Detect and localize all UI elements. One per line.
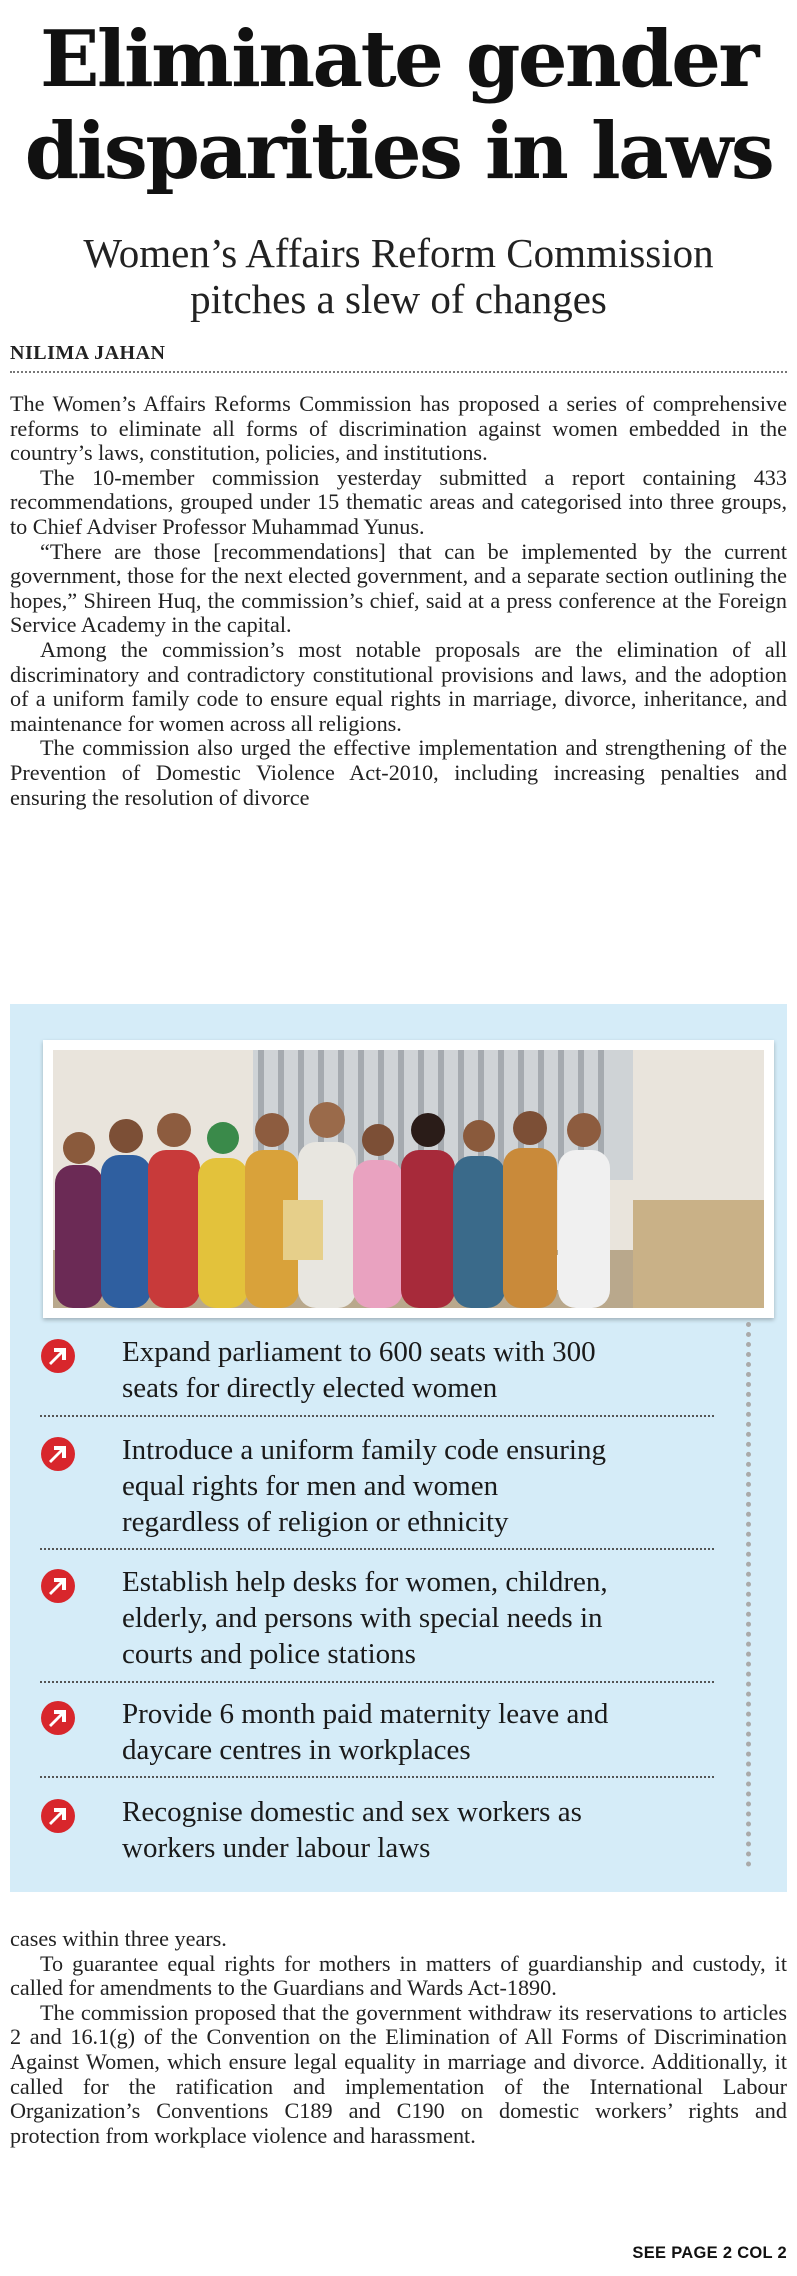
headline-line-1: Eliminate gender: [39, 14, 758, 105]
highlight-divider: [40, 1415, 714, 1417]
highlight-line: Establish help desks for women, children,: [122, 1566, 608, 1598]
highlight-line: seats for directly elected women: [122, 1372, 498, 1404]
paragraph: The Women’s Affairs Reforms Commission has proposed a series of comprehensive reforms to eliminate all forms of discrimination against women embedded in the country’s laws, constitution, policies, and institutions.: [10, 392, 787, 466]
highlight-divider: [40, 1681, 714, 1683]
paragraph: cases within three years.: [10, 1926, 227, 1951]
highlight-line: Provide 6 month paid maternity leave and: [122, 1698, 609, 1730]
highlight-divider: [40, 1548, 714, 1550]
red-arrow-circle-icon: [40, 1338, 76, 1374]
paragraph: The commission also urged the effective implementation and strengthening of the Prevention of Domestic Violence Act-2010, including increasing penalties and ensuring the resolution of divorce: [10, 735, 787, 810]
highlight-text: [122, 1794, 722, 1866]
red-arrow-circle-icon: [40, 1700, 76, 1736]
article-body-bottom: [10, 1927, 787, 2148]
red-arrow-circle-icon: [40, 1798, 76, 1834]
highlight-divider: [40, 1776, 714, 1778]
subheadline: [10, 230, 787, 322]
paragraph: “There are those [recommendations] that can be implemented by the current government, those for the next elected government, and a separate section outlining the hopes,” Shireen Huq, the commission’s chief, said at a press conference at the Foreign Service Academy in the capital.: [10, 538, 787, 638]
red-arrow-circle-icon: [40, 1436, 76, 1472]
highlight-text: [122, 1334, 722, 1406]
highlight-text: [122, 1564, 722, 1672]
paragraph: The 10-member commission yesterday submitted a report containing 433 recommendations, grouped under 15 thematic areas and categorised into three groups, to Chief Adviser Professor Muhammad Yunus.: [10, 464, 787, 539]
highlight-text: [122, 1432, 722, 1540]
highlight-line: courts and police stations: [122, 1638, 416, 1670]
subhead-line-1: Women’s Affairs Reform Commission: [83, 230, 714, 276]
byline-divider: [10, 371, 787, 373]
highlight-line: regardless of religion or ethnicity: [122, 1506, 509, 1538]
decorative-vertical-rule: [746, 1322, 751, 1867]
group-photo: [53, 1050, 764, 1308]
headline-line-2: disparities in laws: [24, 106, 773, 197]
jump-line: SEE PAGE 2 COL 2: [632, 2244, 787, 2262]
headline: [10, 14, 787, 198]
highlight-line: workers under labour laws: [122, 1832, 431, 1864]
highlight-line: Introduce a uniform family code ensuring: [122, 1434, 606, 1466]
paragraph: Among the commission’s most notable proposals are the elimination of all discriminatory and contradictory constitutional provisions and laws, and the adoption of a uniform family code to ensure equal rights in marriage, divorce, inheritance, and maintenance for women across all religions.: [10, 636, 787, 736]
highlight-line: elderly, and persons with special needs in: [122, 1602, 603, 1634]
byline: NILIMA JAHAN: [10, 342, 166, 364]
red-arrow-circle-icon: [40, 1568, 76, 1604]
paragraph: The commission proposed that the government withdraw its reservations to articles 2 and 16.1(g) of the Convention on the Elimination of All Forms of Discrimination Against Women, which ensure legal equality in marriage and divorce. Additionally, it called for the ratification and implementation of the International Labour Organization’s Conventions C189 and C190 on domestic workers’ rights and protection from workplace violence and harassment.: [10, 1999, 787, 2148]
photo-frame: [43, 1040, 774, 1318]
highlight-text: [122, 1696, 722, 1768]
paragraph: To guarantee equal rights for mothers in matters of guardianship and custody, it called for amendments to the Guardians and Wards Act-1890.: [10, 1950, 787, 2001]
article-body-top: [10, 392, 787, 1008]
highlight-line: daycare centres in workplaces: [122, 1734, 471, 1766]
highlight-line: Recognise domestic and sex workers as: [122, 1796, 582, 1828]
highlights-panel: [10, 1004, 787, 1892]
subhead-line-2: pitches a slew of changes: [190, 276, 607, 322]
highlight-line: Expand parliament to 600 seats with 300: [122, 1336, 596, 1368]
highlight-line: equal rights for men and women: [122, 1470, 499, 1502]
